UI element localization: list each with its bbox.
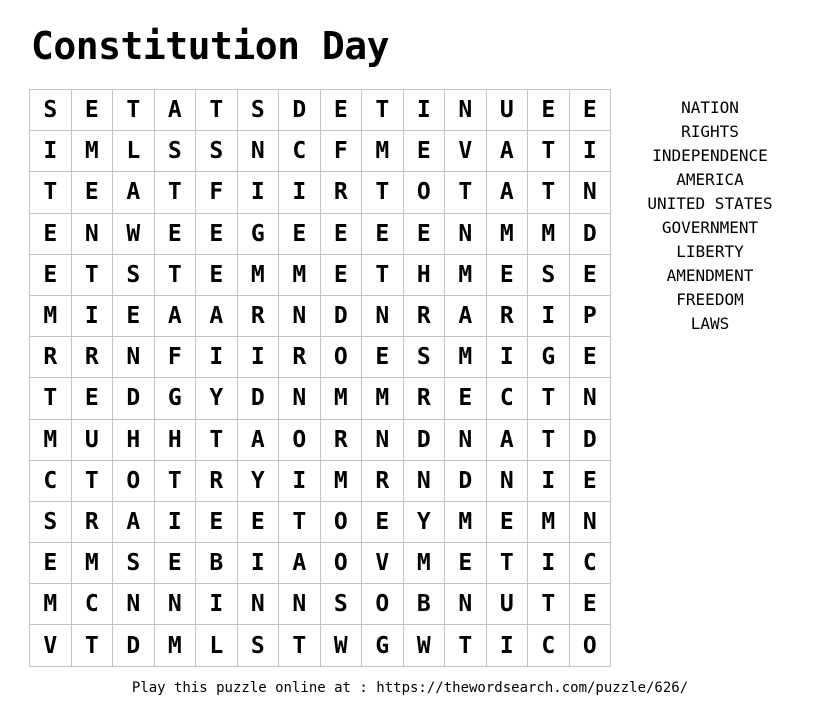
grid-cell[interactable]: G [528, 337, 570, 378]
grid-cell[interactable]: N [72, 214, 114, 255]
word-list-item: LIBERTY [676, 242, 744, 261]
grid-cell[interactable]: M [362, 131, 404, 172]
grid-cell[interactable]: M [30, 296, 72, 337]
grid-cell[interactable]: S [404, 337, 446, 378]
grid-cell[interactable]: M [445, 255, 487, 296]
grid-cell[interactable]: S [113, 255, 155, 296]
grid-cell[interactable]: M [238, 255, 280, 296]
grid-cell[interactable]: M [404, 543, 446, 584]
grid-cell[interactable]: U [487, 90, 529, 131]
grid-cell[interactable]: N [445, 584, 487, 625]
grid-cell[interactable]: E [362, 337, 404, 378]
grid-cell[interactable]: B [196, 543, 238, 584]
grid-cell[interactable]: R [404, 378, 446, 419]
grid-cell[interactable]: T [528, 172, 570, 213]
grid-cell[interactable]: G [155, 378, 197, 419]
grid-cell[interactable]: A [445, 296, 487, 337]
grid-cell[interactable]: N [487, 461, 529, 502]
grid-cell[interactable]: E [570, 461, 612, 502]
grid-cell[interactable]: T [72, 461, 114, 502]
grid-cell[interactable]: S [155, 131, 197, 172]
grid-cell[interactable]: N [238, 131, 280, 172]
grid-cell[interactable]: E [113, 296, 155, 337]
grid-cell[interactable]: E [404, 131, 446, 172]
grid-cell[interactable]: C [487, 378, 529, 419]
grid-cell[interactable]: H [155, 420, 197, 461]
grid-cell[interactable]: A [155, 90, 197, 131]
grid-cell[interactable]: T [487, 543, 529, 584]
grid-cell[interactable]: O [113, 461, 155, 502]
grid-cell[interactable]: S [528, 255, 570, 296]
grid-cell[interactable]: S [196, 131, 238, 172]
grid-cell[interactable]: R [487, 296, 529, 337]
grid-cell[interactable]: T [362, 172, 404, 213]
grid-cell[interactable]: E [321, 255, 363, 296]
grid-cell[interactable]: R [72, 337, 114, 378]
grid-cell[interactable]: L [113, 131, 155, 172]
grid-cell[interactable]: F [196, 172, 238, 213]
grid-cell[interactable]: D [570, 420, 612, 461]
grid-cell[interactable]: T [155, 172, 197, 213]
word-list-item: NATION [681, 98, 739, 117]
grid-cell[interactable]: V [445, 131, 487, 172]
grid-cell[interactable]: C [30, 461, 72, 502]
grid-cell[interactable]: P [570, 296, 612, 337]
grid-cell[interactable]: O [279, 420, 321, 461]
word-list [630, 96, 790, 336]
grid-cell[interactable]: M [445, 502, 487, 543]
grid-cell[interactable]: E [72, 172, 114, 213]
grid-cell[interactable]: E [72, 90, 114, 131]
grid-cell[interactable]: E [445, 378, 487, 419]
grid-cell[interactable]: N [445, 214, 487, 255]
grid-cell[interactable]: N [155, 584, 197, 625]
grid-cell[interactable]: T [528, 131, 570, 172]
grid-cell[interactable]: I [72, 296, 114, 337]
grid-cell[interactable]: D [279, 90, 321, 131]
grid-cell[interactable]: N [362, 296, 404, 337]
grid-cell[interactable]: F [155, 337, 197, 378]
grid-cell[interactable]: V [362, 543, 404, 584]
grid-cell[interactable]: O [570, 625, 612, 666]
grid-cell[interactable]: M [279, 255, 321, 296]
grid-cell[interactable]: C [279, 131, 321, 172]
grid-cell[interactable]: S [30, 502, 72, 543]
grid-cell[interactable]: M [321, 378, 363, 419]
grid-cell[interactable]: I [238, 172, 280, 213]
grid-cell[interactable]: M [72, 543, 114, 584]
grid-cell[interactable]: N [279, 378, 321, 419]
grid-cell[interactable]: D [238, 378, 280, 419]
grid-cell[interactable]: G [362, 625, 404, 666]
grid-cell[interactable]: N [570, 378, 612, 419]
grid-cell[interactable]: T [72, 625, 114, 666]
grid-cell[interactable]: S [113, 543, 155, 584]
grid-cell[interactable]: T [113, 90, 155, 131]
grid-cell[interactable]: T [279, 502, 321, 543]
grid-cell[interactable]: M [321, 461, 363, 502]
grid-cell[interactable]: D [113, 625, 155, 666]
grid-cell[interactable]: Y [196, 378, 238, 419]
grid-cell[interactable]: T [196, 420, 238, 461]
grid-cell[interactable]: E [196, 502, 238, 543]
grid-cell[interactable]: E [155, 543, 197, 584]
grid-cell[interactable]: A [113, 502, 155, 543]
grid-cell[interactable]: N [279, 296, 321, 337]
grid-cell[interactable]: C [528, 625, 570, 666]
grid-cell[interactable]: E [321, 90, 363, 131]
grid-cell[interactable]: W [113, 214, 155, 255]
grid-cell[interactable]: M [528, 502, 570, 543]
grid-cell[interactable]: E [196, 214, 238, 255]
grid-cell[interactable]: T [155, 461, 197, 502]
grid-cell[interactable]: W [321, 625, 363, 666]
grid-cell[interactable]: A [113, 172, 155, 213]
word-list-item: AMENDMENT [666, 266, 754, 285]
grid-cell[interactable]: T [362, 255, 404, 296]
grid-cell[interactable]: E [155, 214, 197, 255]
grid-cell[interactable]: T [196, 90, 238, 131]
grid-cell[interactable]: M [445, 337, 487, 378]
grid-cell[interactable]: T [445, 172, 487, 213]
grid-cell[interactable]: N [113, 337, 155, 378]
grid-cell[interactable]: V [30, 625, 72, 666]
grid-cell[interactable]: I [570, 131, 612, 172]
grid-cell[interactable]: E [279, 214, 321, 255]
grid-cell[interactable]: R [279, 337, 321, 378]
grid-cell[interactable]: E [570, 90, 612, 131]
word-list-item: GOVERNMENT [661, 218, 759, 237]
grid-cell[interactable]: E [528, 90, 570, 131]
grid-cell[interactable]: E [30, 214, 72, 255]
word-list-item: AMERICA [676, 170, 744, 189]
grid-cell[interactable]: M [72, 131, 114, 172]
grid-cell[interactable]: T [362, 90, 404, 131]
grid-cell[interactable]: G [238, 214, 280, 255]
puzzle-grid [29, 89, 611, 667]
grid-cell[interactable]: N [570, 502, 612, 543]
grid-cell[interactable]: I [238, 543, 280, 584]
grid-cell[interactable]: C [570, 543, 612, 584]
grid-cell[interactable]: M [362, 378, 404, 419]
grid-cell[interactable]: N [113, 584, 155, 625]
grid-cell[interactable]: N [279, 584, 321, 625]
grid-cell[interactable]: S [30, 90, 72, 131]
grid-cell[interactable]: D [404, 420, 446, 461]
grid-cell[interactable]: T [445, 625, 487, 666]
grid-cell[interactable]: E [570, 255, 612, 296]
footer-link-text: Play this puzzle online at : https://thewordsearch.com/puzzle/626/ [131, 680, 689, 696]
grid-cell[interactable]: I [196, 584, 238, 625]
grid-cell[interactable]: F [321, 131, 363, 172]
grid-cell[interactable]: I [528, 461, 570, 502]
grid-cell[interactable]: E [362, 214, 404, 255]
word-list-item: UNITED STATES [647, 194, 773, 213]
grid-cell[interactable]: E [445, 543, 487, 584]
grid-cell[interactable]: N [238, 584, 280, 625]
grid-cell[interactable]: N [445, 90, 487, 131]
grid-cell[interactable]: Y [404, 502, 446, 543]
grid-cell[interactable]: E [487, 255, 529, 296]
grid-cell[interactable]: E [570, 337, 612, 378]
grid-cell[interactable]: A [238, 420, 280, 461]
grid-cell[interactable]: D [113, 378, 155, 419]
grid-cell[interactable]: T [72, 255, 114, 296]
grid-cell[interactable]: N [445, 420, 487, 461]
grid-cell[interactable]: U [72, 420, 114, 461]
grid-cell[interactable]: O [321, 502, 363, 543]
grid-cell[interactable]: E [487, 502, 529, 543]
grid-cell[interactable]: T [279, 625, 321, 666]
grid-cell[interactable]: E [570, 584, 612, 625]
word-list-item: LAWS [690, 314, 730, 333]
grid-cell[interactable]: I [487, 625, 529, 666]
grid-cell[interactable]: R [30, 337, 72, 378]
grid-cell[interactable]: I [30, 131, 72, 172]
grid-cell[interactable]: T [30, 378, 72, 419]
grid-cell[interactable]: I [196, 337, 238, 378]
grid-cell[interactable]: Y [238, 461, 280, 502]
grid-cell[interactable]: N [570, 172, 612, 213]
grid-cell[interactable]: T [30, 172, 72, 213]
grid-cell[interactable]: L [196, 625, 238, 666]
grid-cell[interactable]: D [445, 461, 487, 502]
grid-cell[interactable]: R [238, 296, 280, 337]
grid-cell[interactable]: U [487, 584, 529, 625]
grid-cell[interactable]: H [404, 255, 446, 296]
grid-cell[interactable]: M [487, 214, 529, 255]
grid-cell[interactable]: S [321, 584, 363, 625]
grid-cell[interactable]: T [528, 584, 570, 625]
grid-cell[interactable]: E [321, 214, 363, 255]
grid-cell[interactable]: A [196, 296, 238, 337]
grid-cell[interactable]: A [155, 296, 197, 337]
grid-cell[interactable]: M [30, 584, 72, 625]
grid-cell[interactable]: O [321, 337, 363, 378]
grid-cell[interactable]: M [528, 214, 570, 255]
grid-cell[interactable]: I [238, 337, 280, 378]
grid-cell[interactable]: N [404, 461, 446, 502]
grid-cell[interactable]: E [404, 214, 446, 255]
grid-cell[interactable]: R [321, 420, 363, 461]
grid-cell[interactable]: I [279, 461, 321, 502]
grid-cell[interactable]: E [30, 543, 72, 584]
grid-cell[interactable]: W [404, 625, 446, 666]
grid-cell[interactable]: I [404, 90, 446, 131]
grid-cell[interactable]: T [528, 420, 570, 461]
grid-cell[interactable]: E [362, 502, 404, 543]
grid-cell[interactable]: O [362, 584, 404, 625]
grid-cell[interactable]: N [362, 420, 404, 461]
grid-cell[interactable]: I [155, 502, 197, 543]
grid-cell[interactable]: O [404, 172, 446, 213]
word-list-item: FREEDOM [676, 290, 744, 309]
grid-cell[interactable]: A [487, 131, 529, 172]
grid-cell[interactable]: I [279, 172, 321, 213]
grid-cell[interactable]: E [30, 255, 72, 296]
word-list-item: INDEPENDENCE [652, 146, 768, 165]
page-title: Constitution Day [31, 24, 390, 68]
grid-cell[interactable]: T [155, 255, 197, 296]
grid-cell[interactable]: R [404, 296, 446, 337]
grid-cell[interactable]: R [72, 502, 114, 543]
grid-cell[interactable]: E [72, 378, 114, 419]
grid-cell[interactable]: E [238, 502, 280, 543]
grid-cell[interactable]: O [321, 543, 363, 584]
grid-cell[interactable]: I [528, 296, 570, 337]
grid-cell[interactable]: S [238, 625, 280, 666]
word-list-item: RIGHTS [681, 122, 739, 141]
grid-cell[interactable]: D [321, 296, 363, 337]
grid-cell[interactable]: A [487, 172, 529, 213]
grid-cell[interactable]: R [321, 172, 363, 213]
grid-cell[interactable]: S [238, 90, 280, 131]
grid-cell[interactable]: R [362, 461, 404, 502]
grid-cell[interactable]: I [528, 543, 570, 584]
grid-cell[interactable]: E [196, 255, 238, 296]
grid-cell[interactable]: C [72, 584, 114, 625]
grid-cell[interactable]: A [487, 420, 529, 461]
grid-cell[interactable]: M [155, 625, 197, 666]
grid-cell[interactable]: T [528, 378, 570, 419]
grid-cell[interactable]: R [196, 461, 238, 502]
grid-cell[interactable]: A [279, 543, 321, 584]
grid-cell[interactable]: M [30, 420, 72, 461]
grid-cell[interactable]: B [404, 584, 446, 625]
grid-cell[interactable]: H [113, 420, 155, 461]
grid-cell[interactable]: I [487, 337, 529, 378]
grid-cell[interactable]: D [570, 214, 612, 255]
